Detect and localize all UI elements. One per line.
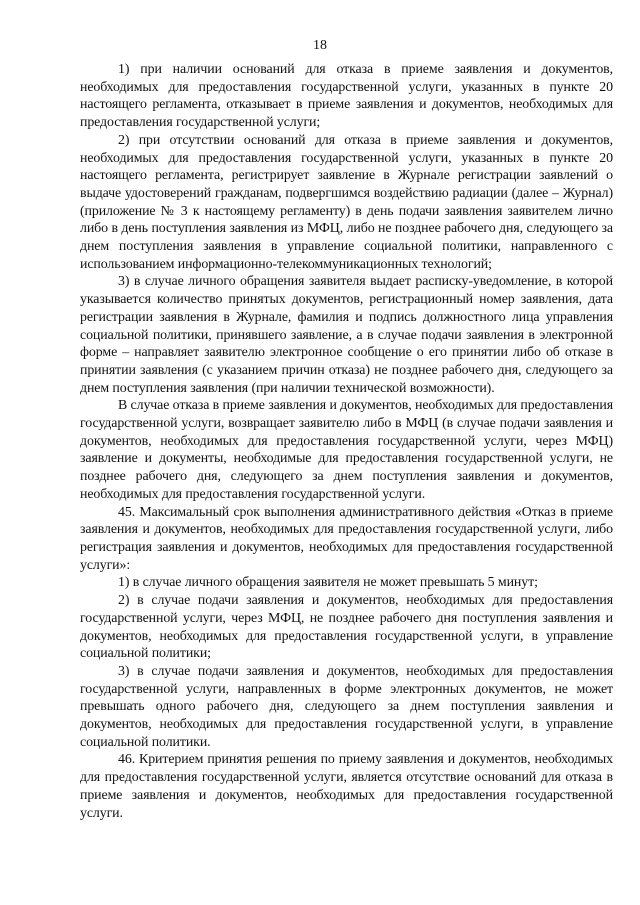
paragraph-clause-45-item-1: 1) в случае личного обращения заявителя не может превышать 5 минут;: [118, 575, 538, 591]
paragraph-item-1-refusal: 1) при наличии оснований для отказа в приеме заявления и документов, необходимых для предоставления государственной услуги, указанных в пункте 20 настоящего регламента, отказывает в приеме заявления и документов, необходимых для предоставления государственной услуги;: [80, 62, 613, 131]
paragraph-item-3-receipt: 3) в случае личного обращения заявителя выдает расписку-уведомление, в которой указывается количество принятых документов, регистрационный номер заявления, дата регистрации заявления в Журнале, фамилия и подпись должностного лица управления социальной политики, принявшего заявление, а в случае подачи заявления в электронной форме – направляет заявителю электронное сообщение о его принятии либо об отказе в принятии заявления (с указанием причин отказа) не позднее рабочего дня, следующего за днем поступления заявления (при наличии технической возможности).: [80, 274, 613, 396]
paragraph-clause-45-item-3: 3) в случае подачи заявления и документов, необходимых для предоставления государственной услуги, направленных в форме электронных документов, не может превышать одного рабочего дня, следующего за днем поступления заявления и документов, необходимых для предоставления государственной услуги, в управление социальной политики.: [80, 663, 613, 750]
paragraph-clause-45-item-2: 2) в случае подачи заявления и документов, необходимых для предоставления государственной услуги, через МФЦ, не позднее рабочего дня поступления заявления и документов, необходимых для предоставления государственной услуги, в управление социальной политики;: [80, 593, 613, 662]
paragraph-clause-45: 45. Максимальный срок выполнения административного действия «Отказ в приеме заявления и документов, необходимых для предоставления государственной услуги, либо регистрация заявления и документов, необходимых для предоставления государственной услуги»:: [80, 504, 613, 573]
page-number: 18: [313, 38, 327, 53]
paragraph-item-2-registration: 2) при отсутствии оснований для отказа в приеме заявления и документов, необходимых для предоставления государственной услуги, указанных в пункте 20 настоящего регламента, регистрирует заявление в Журнале регистрации заявлений о выдаче удостоверений гражданам, подвергшимся воздействию радиации (далее – Журнал) (приложение № 3 к настоящему регламенту) в день подачи заявления заявителем лично либо в день поступления заявления из МФЦ, либо не позднее рабочего дня, следующего за днем поступления заявления в управление социальной политики, направленного с использованием информационно-телекоммуникационных технологий;: [80, 132, 613, 272]
paragraph-clause-46: 46. Критерием принятия решения по приему заявления и документов, необходимых для предоставления государственной услуги, является отсутствие оснований для отказа в приеме заявления и документов, необходимых для предоставления государственной услуги.: [80, 752, 613, 821]
document-body: [80, 61, 613, 822]
paragraph-refusal-return: В случае отказа в приеме заявления и документов, необходимых для предоставления государственной услуги, возвращает заявителю либо в МФЦ (в случае подачи заявления и документов, необходимых для предоставления государственной услуги, через МФЦ) заявление и документы, необходимые для предоставления государственной услуги, не позднее рабочего дня, следующего за днем поступления заявления и документов, необходимых для предоставления государственной услуги.: [80, 398, 613, 502]
